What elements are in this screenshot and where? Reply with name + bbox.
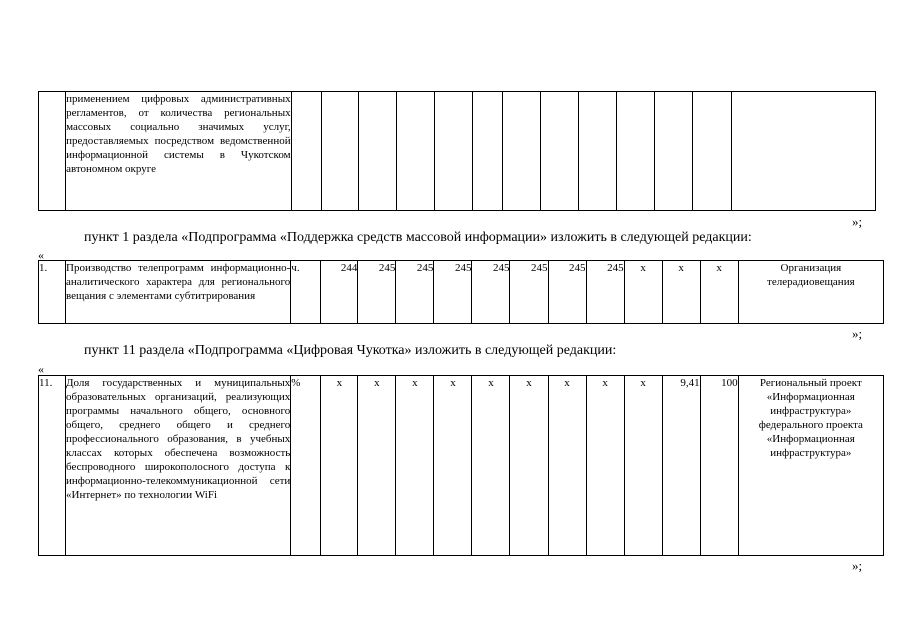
- cell-value: 245: [472, 261, 510, 324]
- table-continuation: [38, 91, 876, 211]
- cell-value: [472, 92, 502, 211]
- cell-value: 245: [358, 261, 396, 324]
- closing-quote: »;: [852, 214, 863, 229]
- cell-value: 245: [548, 261, 586, 324]
- cell-value: 244: [321, 261, 358, 324]
- cell-description: применением цифровых административных регламентов, от количества региональных массовых социально значимых услуг, предоставляемых посредством ведомственной информационной системы в Чукотском автономном округе: [66, 92, 292, 211]
- cell-description: Производство телепрограмм информационно-аналитического характера для регионального вещания с элементами субтитрирования: [66, 261, 291, 324]
- cell-value: [655, 92, 693, 211]
- cell-value: [358, 92, 396, 211]
- cell-value: 245: [510, 261, 548, 324]
- cell-value: х: [321, 376, 358, 556]
- cell-value: [434, 92, 472, 211]
- cell-executor: Региональный проект «Информационная инфраструктура» федерального проекта «Информационная инфраструктура»: [738, 376, 883, 556]
- cell-value: 245: [434, 261, 472, 324]
- table-digital-chukotka: [38, 375, 884, 556]
- opening-quote: «: [38, 362, 44, 376]
- cell-value: 100: [700, 376, 738, 556]
- cell-value: х: [662, 261, 700, 324]
- cell-value: [617, 92, 655, 211]
- cell-value: х: [624, 376, 662, 556]
- cell-value: х: [396, 376, 434, 556]
- table-media-support: [38, 260, 884, 324]
- cell-value: [503, 92, 541, 211]
- cell-unit: [291, 92, 321, 211]
- cell-description: Доля государственных и муниципальных образовательных организаций, реализующих программы начального общего, основного общего, среднего общего и среднего профессионального образования, в учебных классах которых обеспечена возможность беспроводного широкополосного доступа к информационно-телекоммуникационной сети «Интернет» по технологии WiFi: [66, 376, 291, 556]
- cell-value: х: [472, 376, 510, 556]
- paragraph-amendment-1: пункт 1 раздела «Подпрограмма «Поддержка средств массовой информации» изложить в следующей редакции:: [84, 230, 752, 245]
- cell-number: 11.: [39, 376, 66, 556]
- cell-value: х: [548, 376, 586, 556]
- cell-executor: [731, 92, 876, 211]
- cell-value: х: [624, 261, 662, 324]
- table-row: [39, 92, 876, 211]
- cell-unit: ч.: [291, 261, 321, 324]
- table-row: [39, 376, 884, 556]
- opening-quote: «: [38, 248, 44, 262]
- cell-value: х: [586, 376, 624, 556]
- cell-value: [693, 92, 731, 211]
- cell-value: х: [700, 261, 738, 324]
- cell-value: [396, 92, 434, 211]
- table-row: [39, 261, 884, 324]
- cell-value: [541, 92, 579, 211]
- cell-value: х: [434, 376, 472, 556]
- cell-value: х: [510, 376, 548, 556]
- cell-value: 9,41: [662, 376, 700, 556]
- cell-value: [579, 92, 617, 211]
- cell-value: 245: [396, 261, 434, 324]
- cell-executor: Организация телерадиовещания: [738, 261, 883, 324]
- cell-value: х: [358, 376, 396, 556]
- closing-quote: »;: [852, 558, 863, 573]
- cell-value: 245: [586, 261, 624, 324]
- paragraph-amendment-2: пункт 11 раздела «Подпрограмма «Цифровая Чукотка» изложить в следующей редакции:: [84, 343, 617, 358]
- closing-quote: »;: [852, 326, 863, 341]
- cell-number: 1.: [39, 261, 66, 324]
- cell-unit: %: [291, 376, 321, 556]
- cell-number: [39, 92, 66, 211]
- cell-value: [321, 92, 358, 211]
